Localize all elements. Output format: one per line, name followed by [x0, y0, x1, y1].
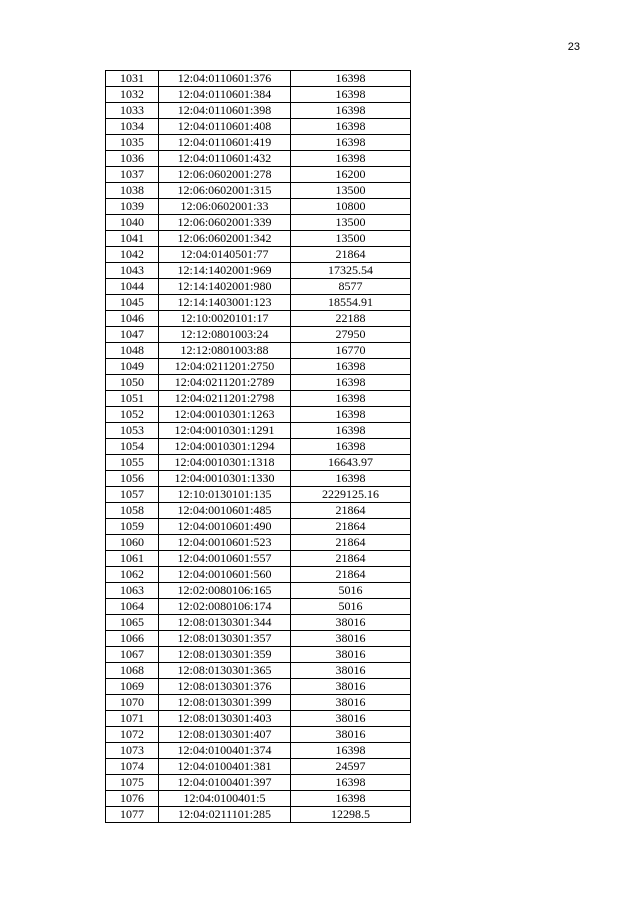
- cadastral-number-cell: 12:08:0130301:399: [159, 695, 291, 711]
- cadastral-number-cell: 12:04:0100401:381: [159, 759, 291, 775]
- table-row: [106, 119, 411, 135]
- cadastral-number-cell: 12:04:0010301:1318: [159, 455, 291, 471]
- value-cell: 16398: [291, 423, 411, 439]
- data-table: [105, 70, 411, 823]
- row-number-cell: 1059: [106, 519, 159, 535]
- value-cell: 24597: [291, 759, 411, 775]
- row-number-cell: 1044: [106, 279, 159, 295]
- cadastral-number-cell: 12:04:0100401:397: [159, 775, 291, 791]
- cadastral-number-cell: 12:08:0130301:407: [159, 727, 291, 743]
- table-row: [106, 247, 411, 263]
- value-cell: 16398: [291, 103, 411, 119]
- value-cell: 21864: [291, 567, 411, 583]
- row-number-cell: 1045: [106, 295, 159, 311]
- cadastral-number-cell: 12:04:0211201:2750: [159, 359, 291, 375]
- value-cell: 16398: [291, 87, 411, 103]
- cadastral-number-cell: 12:10:0020101:17: [159, 311, 291, 327]
- row-number-cell: 1061: [106, 551, 159, 567]
- cadastral-number-cell: 12:04:0010601:490: [159, 519, 291, 535]
- value-cell: 38016: [291, 695, 411, 711]
- table-row: [106, 423, 411, 439]
- table-row: [106, 167, 411, 183]
- table-row: [106, 647, 411, 663]
- cadastral-number-cell: 12:04:0010601:560: [159, 567, 291, 583]
- value-cell: 16398: [291, 135, 411, 151]
- cadastral-number-cell: 12:04:0211201:2798: [159, 391, 291, 407]
- table-row: [106, 743, 411, 759]
- value-cell: 22188: [291, 311, 411, 327]
- row-number-cell: 1043: [106, 263, 159, 279]
- row-number-cell: 1037: [106, 167, 159, 183]
- value-cell: 16398: [291, 791, 411, 807]
- row-number-cell: 1073: [106, 743, 159, 759]
- page-number: 23: [567, 41, 580, 53]
- row-number-cell: 1076: [106, 791, 159, 807]
- row-number-cell: 1036: [106, 151, 159, 167]
- cadastral-number-cell: 12:04:0010601:485: [159, 503, 291, 519]
- cadastral-number-cell: 12:02:0080106:174: [159, 599, 291, 615]
- value-cell: 16398: [291, 439, 411, 455]
- row-number-cell: 1055: [106, 455, 159, 471]
- table-row: [106, 455, 411, 471]
- table-row: [106, 791, 411, 807]
- row-number-cell: 1070: [106, 695, 159, 711]
- value-cell: 13500: [291, 231, 411, 247]
- value-cell: 16398: [291, 471, 411, 487]
- cadastral-number-cell: 12:04:0211101:285: [159, 807, 291, 823]
- value-cell: 17325.54: [291, 263, 411, 279]
- value-cell: 21864: [291, 503, 411, 519]
- cadastral-number-cell: 12:04:0211201:2789: [159, 375, 291, 391]
- table-row: [106, 183, 411, 199]
- table-row: [106, 759, 411, 775]
- table-row: [106, 551, 411, 567]
- value-cell: 38016: [291, 631, 411, 647]
- row-number-cell: 1040: [106, 215, 159, 231]
- row-number-cell: 1050: [106, 375, 159, 391]
- value-cell: 16398: [291, 151, 411, 167]
- table-row: [106, 711, 411, 727]
- cadastral-number-cell: 12:14:1403001:123: [159, 295, 291, 311]
- row-number-cell: 1049: [106, 359, 159, 375]
- table-row: [106, 567, 411, 583]
- table-row: [106, 631, 411, 647]
- table-row: [106, 135, 411, 151]
- value-cell: 38016: [291, 679, 411, 695]
- table-row: [106, 535, 411, 551]
- value-cell: 38016: [291, 615, 411, 631]
- table-row: [106, 487, 411, 503]
- value-cell: 21864: [291, 551, 411, 567]
- cadastral-number-cell: 12:08:0130301:403: [159, 711, 291, 727]
- value-cell: 16643.97: [291, 455, 411, 471]
- row-number-cell: 1057: [106, 487, 159, 503]
- value-cell: 13500: [291, 183, 411, 199]
- cadastral-number-cell: 12:14:1402001:980: [159, 279, 291, 295]
- row-number-cell: 1054: [106, 439, 159, 455]
- row-number-cell: 1053: [106, 423, 159, 439]
- cadastral-number-cell: 12:04:0140501:77: [159, 247, 291, 263]
- table-row: [106, 327, 411, 343]
- value-cell: 38016: [291, 711, 411, 727]
- value-cell: 38016: [291, 663, 411, 679]
- table-row: [106, 663, 411, 679]
- cadastral-number-cell: 12:06:0602001:339: [159, 215, 291, 231]
- value-cell: 16398: [291, 743, 411, 759]
- value-cell: 5016: [291, 599, 411, 615]
- row-number-cell: 1074: [106, 759, 159, 775]
- table-body: [106, 71, 411, 823]
- cadastral-number-cell: 12:04:0100401:5: [159, 791, 291, 807]
- value-cell: 21864: [291, 247, 411, 263]
- value-cell: 16398: [291, 775, 411, 791]
- row-number-cell: 1033: [106, 103, 159, 119]
- row-number-cell: 1035: [106, 135, 159, 151]
- row-number-cell: 1063: [106, 583, 159, 599]
- cadastral-number-cell: 12:04:0010301:1330: [159, 471, 291, 487]
- value-cell: 16398: [291, 119, 411, 135]
- row-number-cell: 1048: [106, 343, 159, 359]
- row-number-cell: 1034: [106, 119, 159, 135]
- cadastral-number-cell: 12:04:0110601:408: [159, 119, 291, 135]
- row-number-cell: 1077: [106, 807, 159, 823]
- row-number-cell: 1051: [106, 391, 159, 407]
- table-row: [106, 615, 411, 631]
- row-number-cell: 1060: [106, 535, 159, 551]
- row-number-cell: 1066: [106, 631, 159, 647]
- row-number-cell: 1067: [106, 647, 159, 663]
- table-row: [106, 215, 411, 231]
- value-cell: 21864: [291, 535, 411, 551]
- cadastral-number-cell: 12:06:0602001:315: [159, 183, 291, 199]
- table-row: [106, 503, 411, 519]
- row-number-cell: 1058: [106, 503, 159, 519]
- table-row: [106, 311, 411, 327]
- value-cell: 12298.5: [291, 807, 411, 823]
- value-cell: 16398: [291, 375, 411, 391]
- table-row: [106, 391, 411, 407]
- cadastral-number-cell: 12:04:0110601:419: [159, 135, 291, 151]
- table-row: [106, 71, 411, 87]
- value-cell: 8577: [291, 279, 411, 295]
- row-number-cell: 1056: [106, 471, 159, 487]
- table-row: [106, 343, 411, 359]
- row-number-cell: 1038: [106, 183, 159, 199]
- row-number-cell: 1064: [106, 599, 159, 615]
- row-number-cell: 1042: [106, 247, 159, 263]
- row-number-cell: 1062: [106, 567, 159, 583]
- row-number-cell: 1039: [106, 199, 159, 215]
- table-row: [106, 151, 411, 167]
- table-row: [106, 439, 411, 455]
- table-row: [106, 695, 411, 711]
- cadastral-number-cell: 12:02:0080106:165: [159, 583, 291, 599]
- row-number-cell: 1032: [106, 87, 159, 103]
- table-row: [106, 519, 411, 535]
- cadastral-number-cell: 12:06:0602001:278: [159, 167, 291, 183]
- cadastral-number-cell: 12:06:0602001:342: [159, 231, 291, 247]
- row-number-cell: 1031: [106, 71, 159, 87]
- cadastral-number-cell: 12:06:0602001:33: [159, 199, 291, 215]
- value-cell: 2229125.16: [291, 487, 411, 503]
- row-number-cell: 1071: [106, 711, 159, 727]
- cadastral-number-cell: 12:08:0130301:344: [159, 615, 291, 631]
- row-number-cell: 1065: [106, 615, 159, 631]
- table-row: [106, 359, 411, 375]
- row-number-cell: 1047: [106, 327, 159, 343]
- table-row: [106, 103, 411, 119]
- cadastral-number-cell: 12:04:0110601:384: [159, 87, 291, 103]
- cadastral-number-cell: 12:08:0130301:365: [159, 663, 291, 679]
- cadastral-number-cell: 12:04:0110601:432: [159, 151, 291, 167]
- table-row: [106, 583, 411, 599]
- table-row: [106, 727, 411, 743]
- cadastral-number-cell: 12:14:1402001:969: [159, 263, 291, 279]
- cadastral-number-cell: 12:04:0110601:398: [159, 103, 291, 119]
- row-number-cell: 1072: [106, 727, 159, 743]
- cadastral-number-cell: 12:04:0010301:1291: [159, 423, 291, 439]
- table-row: [106, 295, 411, 311]
- value-cell: 16200: [291, 167, 411, 183]
- table-row: [106, 199, 411, 215]
- table-row: [106, 231, 411, 247]
- cadastral-number-cell: 12:10:0130101:135: [159, 487, 291, 503]
- cadastral-number-cell: 12:04:0010301:1263: [159, 407, 291, 423]
- value-cell: 16398: [291, 359, 411, 375]
- value-cell: 16398: [291, 407, 411, 423]
- table-row: [106, 775, 411, 791]
- value-cell: 18554.91: [291, 295, 411, 311]
- value-cell: 13500: [291, 215, 411, 231]
- cadastral-number-cell: 12:04:0010601:557: [159, 551, 291, 567]
- cadastral-number-cell: 12:08:0130301:376: [159, 679, 291, 695]
- table-row: [106, 87, 411, 103]
- row-number-cell: 1052: [106, 407, 159, 423]
- table-row: [106, 599, 411, 615]
- cadastral-number-cell: 12:12:0801003:88: [159, 343, 291, 359]
- value-cell: 16398: [291, 391, 411, 407]
- value-cell: 16398: [291, 71, 411, 87]
- table-row: [106, 279, 411, 295]
- table-row: [106, 263, 411, 279]
- table-row: [106, 679, 411, 695]
- cadastral-number-cell: 12:04:0010301:1294: [159, 439, 291, 455]
- value-cell: 38016: [291, 727, 411, 743]
- cadastral-number-cell: 12:04:0010601:523: [159, 535, 291, 551]
- cadastral-number-cell: 12:04:0110601:376: [159, 71, 291, 87]
- value-cell: 16770: [291, 343, 411, 359]
- value-cell: 38016: [291, 647, 411, 663]
- value-cell: 10800: [291, 199, 411, 215]
- cadastral-number-cell: 12:08:0130301:357: [159, 631, 291, 647]
- value-cell: 21864: [291, 519, 411, 535]
- value-cell: 27950: [291, 327, 411, 343]
- cadastral-number-cell: 12:12:0801003:24: [159, 327, 291, 343]
- cadastral-number-cell: 12:04:0100401:374: [159, 743, 291, 759]
- table-row: [106, 471, 411, 487]
- table-row: [106, 807, 411, 823]
- value-cell: 5016: [291, 583, 411, 599]
- table-row: [106, 375, 411, 391]
- row-number-cell: 1075: [106, 775, 159, 791]
- row-number-cell: 1046: [106, 311, 159, 327]
- row-number-cell: 1068: [106, 663, 159, 679]
- row-number-cell: 1041: [106, 231, 159, 247]
- cadastral-number-cell: 12:08:0130301:359: [159, 647, 291, 663]
- row-number-cell: 1069: [106, 679, 159, 695]
- table-row: [106, 407, 411, 423]
